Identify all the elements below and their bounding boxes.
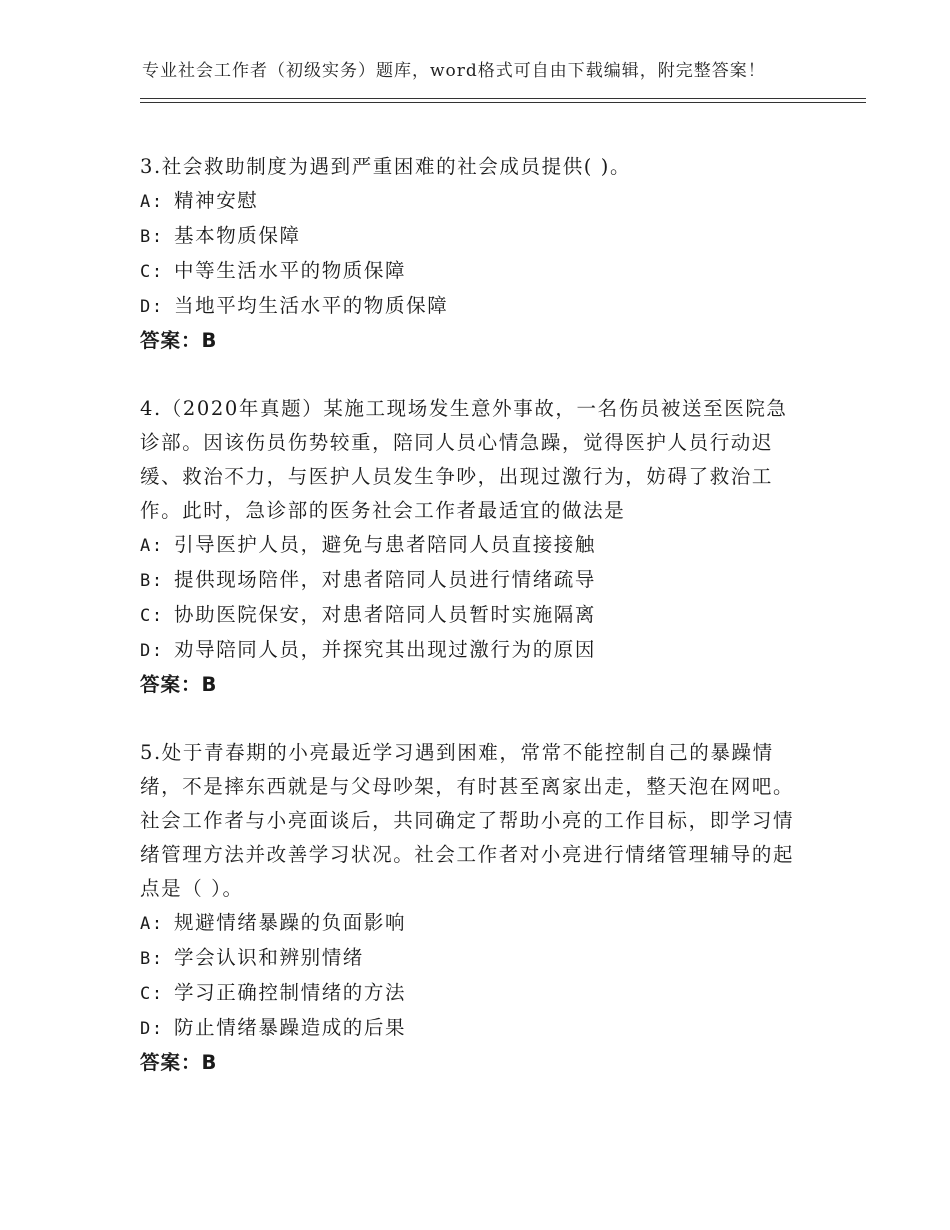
option-b xyxy=(140,563,800,598)
option-text: 提供现场陪伴，对患者陪同人员进行情绪疏导 xyxy=(174,568,597,591)
option-text: 基本物质保障 xyxy=(174,224,301,247)
option-letter: C: xyxy=(140,262,164,282)
option-c xyxy=(140,976,800,1011)
option-letter: B: xyxy=(140,949,164,969)
option-a xyxy=(140,906,800,941)
option-text: 规避情绪暴躁的负面影响 xyxy=(174,911,407,934)
question-3 xyxy=(140,150,800,358)
question-4 xyxy=(140,392,800,702)
header-divider-top xyxy=(140,98,866,99)
option-letter: C: xyxy=(140,606,164,626)
question-stem: 4.（2020年真题）某施工现场发生意外事故，一名伤员被送至医院急诊部。因该伤员伤势较重，陪同人员心情急躁，觉得医护人员行动迟缓、救治不力，与医护人员发生争吵，出现过激行为，妨碍了救治工作。此时，急诊部的医务社会工作者最适宜的做法是 xyxy=(140,397,788,522)
option-a xyxy=(140,528,800,563)
option-letter: A: xyxy=(140,192,164,212)
option-text: 劝导陪同人员，并探究其出现过激行为的原因 xyxy=(174,638,597,661)
page-header: 专业社会工作者（初级实务）题库，word格式可自由下载编辑，附完整答案！ xyxy=(142,61,766,81)
option-c xyxy=(140,598,800,633)
option-b xyxy=(140,219,800,254)
answer-label: 答案：B xyxy=(140,673,218,696)
option-d xyxy=(140,289,800,324)
question-5 xyxy=(140,736,800,1080)
option-text: 精神安慰 xyxy=(174,189,259,212)
option-letter: B: xyxy=(140,227,164,247)
option-letter: A: xyxy=(140,536,164,556)
question-list xyxy=(140,150,800,1114)
answer-label: 答案：B xyxy=(140,1051,218,1074)
option-d xyxy=(140,633,800,668)
option-letter: A: xyxy=(140,914,164,934)
option-a xyxy=(140,184,800,219)
question-stem: 5.处于青春期的小亮最近学习遇到困难，常常不能控制自己的暴躁情绪，不是摔东西就是与父母吵架，有时甚至离家出走，整天泡在网吧。社会工作者与小亮面谈后，共同确定了帮助小亮的工作目标，即学习情绪管理方法并改善学习状况。社会工作者对小亮进行情绪管理辅导的起点是（ ）。 xyxy=(140,741,795,900)
option-letter: D: xyxy=(140,641,164,661)
option-text: 中等生活水平的物质保障 xyxy=(174,259,407,282)
option-letter: C: xyxy=(140,984,164,1004)
option-text: 防止情绪暴躁造成的后果 xyxy=(174,1016,407,1039)
option-letter: D: xyxy=(140,297,164,317)
option-text: 当地平均生活水平的物质保障 xyxy=(174,294,449,317)
option-letter: D: xyxy=(140,1019,164,1039)
answer-label: 答案：B xyxy=(140,329,218,352)
option-text: 学习正确控制情绪的方法 xyxy=(174,981,407,1004)
option-b xyxy=(140,941,800,976)
question-stem: 3.社会救助制度为遇到严重困难的社会成员提供( )。 xyxy=(140,155,632,178)
header-divider-bottom xyxy=(140,102,866,103)
option-text: 引导医护人员，避免与患者陪同人员直接接触 xyxy=(174,533,597,556)
option-text: 协助医院保安，对患者陪同人员暂时实施隔离 xyxy=(174,603,597,626)
option-d xyxy=(140,1011,800,1046)
option-c xyxy=(140,254,800,289)
option-text: 学会认识和辨别情绪 xyxy=(174,946,364,969)
option-letter: B: xyxy=(140,571,164,591)
